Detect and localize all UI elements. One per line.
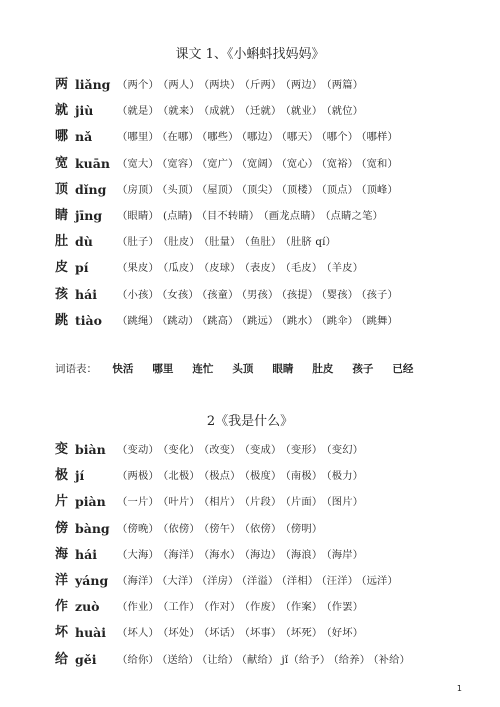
hanzi-character: 睛 [55,207,69,223]
word-item: （让给） [201,653,239,666]
word-item: （南极） [285,470,323,483]
word-list [117,647,413,673]
word-item: jǐ（给予） [281,653,331,666]
word-item: （北极） [163,470,200,483]
word-item: （跳动） [162,314,199,327]
word-item: （作对） [203,601,241,614]
word-list [117,124,401,150]
word-item: （肚子） [117,236,159,249]
char-row [55,255,364,281]
hanzi-character: 片 [55,494,69,510]
word-item: （肚皮） [163,236,200,249]
pinyin: jiù [75,103,94,119]
pinyin: pí [75,260,89,276]
word-item: （极点） [203,470,241,483]
word-item: （肚脐 qí） [285,236,337,249]
word-item: （跳绳） [117,314,159,327]
word-item: （叶片） [163,496,200,509]
pinyin: huài [75,625,107,641]
word-item: （坏死） [285,627,323,640]
word-list [117,542,367,568]
word-item: （图片） [326,496,364,509]
word-list [117,203,387,229]
vocabulary-word: 肚皮 [312,363,334,375]
word-item: （大海） [117,548,159,561]
word-item: （房顶） [117,183,159,196]
word-list [117,229,340,255]
pinyin: gěi [75,651,97,667]
word-list [117,98,367,124]
word-item: （坏人） [117,627,159,640]
word-item: （片段） [244,496,282,509]
word-item: （宽心） [281,157,319,170]
word-item: （瓜皮） [163,262,200,275]
hanzi-character: 就 [55,103,69,119]
pinyin: hái [75,546,97,562]
word-item: （跳伞） [321,314,359,327]
word-item: （跳高） [201,314,239,327]
word-item: （傍明） [285,522,323,535]
pinyin: dǐng [75,181,107,197]
word-item: （画龙点睛） [263,209,322,222]
hanzi-character: 洋 [55,572,69,588]
char-row [55,647,411,673]
vocabulary-word: 连忙 [192,363,214,375]
word-item: （斤两） [244,79,282,91]
word-item: （孩提） [281,288,319,301]
word-item: （顶峰） [361,183,399,196]
word-item: （傍午） [203,522,241,535]
vocabulary-word: 快活 [112,363,134,375]
word-item: （一片） [117,496,159,509]
word-item: （两块） [203,79,241,91]
word-item: （两边） [285,79,323,91]
char-row [55,229,337,255]
word-item: （表皮） [244,262,282,275]
char-row [55,308,399,334]
word-item: （给养） [333,653,371,666]
page-number: 1 [456,684,462,693]
word-item: （哪里） [117,131,159,144]
char-row [55,282,399,308]
word-item: （海洋） [117,574,159,587]
pinyin: liǎng [75,77,111,92]
word-item: （改变） [203,444,241,456]
char-row [55,463,364,489]
char-row [55,594,364,620]
pinyin: jí [75,468,85,484]
word-item: （送给） [162,653,199,666]
word-item: （片面） [285,496,323,509]
word-list [117,620,367,646]
lesson-1-char-list [55,72,399,334]
word-item: （婴孩） [321,288,359,301]
word-item: （工作） [163,601,200,614]
hanzi-character: 傍 [55,520,69,536]
hanzi-character: 坏 [55,625,69,641]
vocabulary-list [55,361,485,376]
word-item: （海洋） [163,548,200,561]
word-item: （变成） [244,444,282,456]
word-list [117,594,367,620]
word-item: （宽和） [361,157,399,170]
lesson-2-title: 2《我是什么》 [206,414,294,429]
word-item: （顶楼） [281,183,319,196]
vocabulary-word: 孩子 [352,363,374,375]
word-item: （远洋） [361,574,399,587]
word-item: （眼睛） [117,209,159,222]
hanzi-character: 极 [55,468,69,484]
word-item: （两篇） [326,79,364,91]
char-row [55,151,399,177]
word-item: （宽阔） [241,157,279,170]
char-row [55,98,364,124]
word-item: （哪些） [201,131,239,144]
word-item: （两个） [117,79,159,91]
hanzi-character: 给 [55,651,69,667]
hanzi-character: 海 [55,546,69,562]
word-item: （宽裕） [321,157,359,170]
word-item: （作废） [244,601,282,614]
char-row [55,542,364,568]
word-item: （小孩） [117,288,159,301]
word-item: （海水） [203,548,241,561]
word-item: （哪天） [281,131,319,144]
word-item: （毛皮） [285,262,323,275]
pinyin: hái [75,286,97,302]
word-item: （迁就） [244,105,282,118]
word-list [117,463,367,489]
word-item: （就业） [285,105,323,118]
word-item: （跳远） [241,314,279,327]
pinyin: zuò [75,599,100,615]
word-item: （男孩） [241,288,279,301]
word-item: （作罢） [326,601,364,614]
word-list [117,516,326,542]
word-item: （坏处） [163,627,200,640]
word-item: （宽大） [117,157,159,170]
word-item: （变形） [285,444,323,456]
char-row [55,437,364,463]
word-item: （依傍） [244,522,282,535]
word-item: （海边） [244,548,282,561]
pinyin: biàn [75,442,106,457]
word-item: （跳舞） [361,314,399,327]
word-item: （点睛之笔） [325,209,384,222]
word-list [117,255,367,281]
word-item: （洋溢） [241,574,279,587]
word-item: （依傍） [163,522,200,535]
word-item: （跳水） [281,314,319,327]
word-list [117,489,367,515]
word-item: （在哪） [162,131,199,144]
word-item: （相片） [203,496,241,509]
vocabulary-items [112,363,432,375]
word-item: （顶尖） [241,183,279,196]
hanzi-character: 皮 [55,260,69,276]
word-item: （傍晚） [117,522,159,535]
word-item: （献给） [241,653,279,666]
pinyin: dù [75,234,93,250]
word-item: （作案） [285,601,323,614]
word-item: （果皮） [117,262,159,275]
hanzi-character: 变 [55,442,69,457]
word-item: （就位） [326,105,364,118]
hanzi-character: 两 [55,77,69,92]
pinyin: piàn [75,494,106,510]
word-item: （羊皮） [326,262,364,275]
char-row [55,489,364,515]
word-list [117,282,401,308]
word-list [117,177,401,203]
word-item: （洋房） [201,574,239,587]
vocabulary-word: 头顶 [232,363,254,375]
char-row [55,124,399,150]
word-item: （顶点） [321,183,359,196]
word-item: （屋顶） [201,183,239,196]
word-item: （汪洋） [321,574,359,587]
word-item: （孩子） [361,288,399,301]
pinyin: nǎ [75,129,93,145]
word-item: （作业） [117,601,159,614]
word-list [117,72,367,98]
word-item: （成就） [203,105,241,118]
pinyin: yáng [75,572,109,588]
word-item: （极力） [326,470,364,483]
vocabulary-label: 词语表： [55,363,97,375]
word-item: （哪个） [321,131,359,144]
char-row [55,203,384,229]
pinyin: bàng [75,520,110,536]
word-list [117,151,401,177]
word-item: （哪边） [241,131,279,144]
hanzi-character: 孩 [55,286,69,302]
pinyin: tiào [75,312,102,328]
word-item: （变化） [163,444,200,456]
word-item: (点睛) [163,209,193,222]
word-item: （鱼肚） [244,236,282,249]
hanzi-character: 宽 [55,155,69,171]
word-item: （哪样） [361,131,399,144]
word-list [117,308,401,334]
char-row [55,516,323,542]
word-item: （目不转睛） [196,209,260,222]
word-item: （就是） [117,105,159,118]
hanzi-character: 跳 [55,312,69,328]
hanzi-character: 作 [55,599,69,615]
word-item: （海浪） [285,548,323,561]
word-item: （宽广） [201,157,239,170]
word-item: （就来） [163,105,200,118]
word-list [117,568,401,594]
word-item: （宽容） [162,157,199,170]
word-item: （变幻） [326,444,364,456]
word-item: （变动） [117,444,159,456]
char-row [55,620,364,646]
pinyin: jīng [75,207,103,223]
word-item: （坏事） [244,627,282,640]
vocabulary-word: 眼睛 [272,363,294,375]
vocabulary-word: 已经 [392,363,414,375]
pinyin: kuān [75,155,110,171]
word-item: （海岸） [326,548,364,561]
word-item: （两极） [117,470,159,483]
char-row [55,177,399,203]
word-item: （肚量） [203,236,241,249]
word-item: （好坏） [326,627,364,640]
hanzi-character: 顶 [55,181,69,197]
char-row [55,568,399,594]
vocabulary-word: 哪里 [152,363,174,375]
word-item: （坏话） [203,627,241,640]
hanzi-character: 肚 [55,234,69,250]
word-item: （极度） [244,470,282,483]
word-item: （女孩） [162,288,199,301]
word-item: （洋相） [281,574,319,587]
lesson-2-char-list [55,437,411,673]
word-item: （皮球） [203,262,241,275]
word-item: （给你） [117,653,159,666]
lesson-1-title: 课文 1、《小蝌蚪找妈妈》 [175,47,325,62]
hanzi-character: 哪 [55,129,69,145]
word-list [117,437,367,463]
word-item: （两人） [163,79,200,91]
word-item: （补给） [373,653,411,666]
char-row [55,72,364,98]
word-item: （大洋） [162,574,199,587]
word-item: （头顶） [162,183,199,196]
word-item: （孩童） [201,288,239,301]
